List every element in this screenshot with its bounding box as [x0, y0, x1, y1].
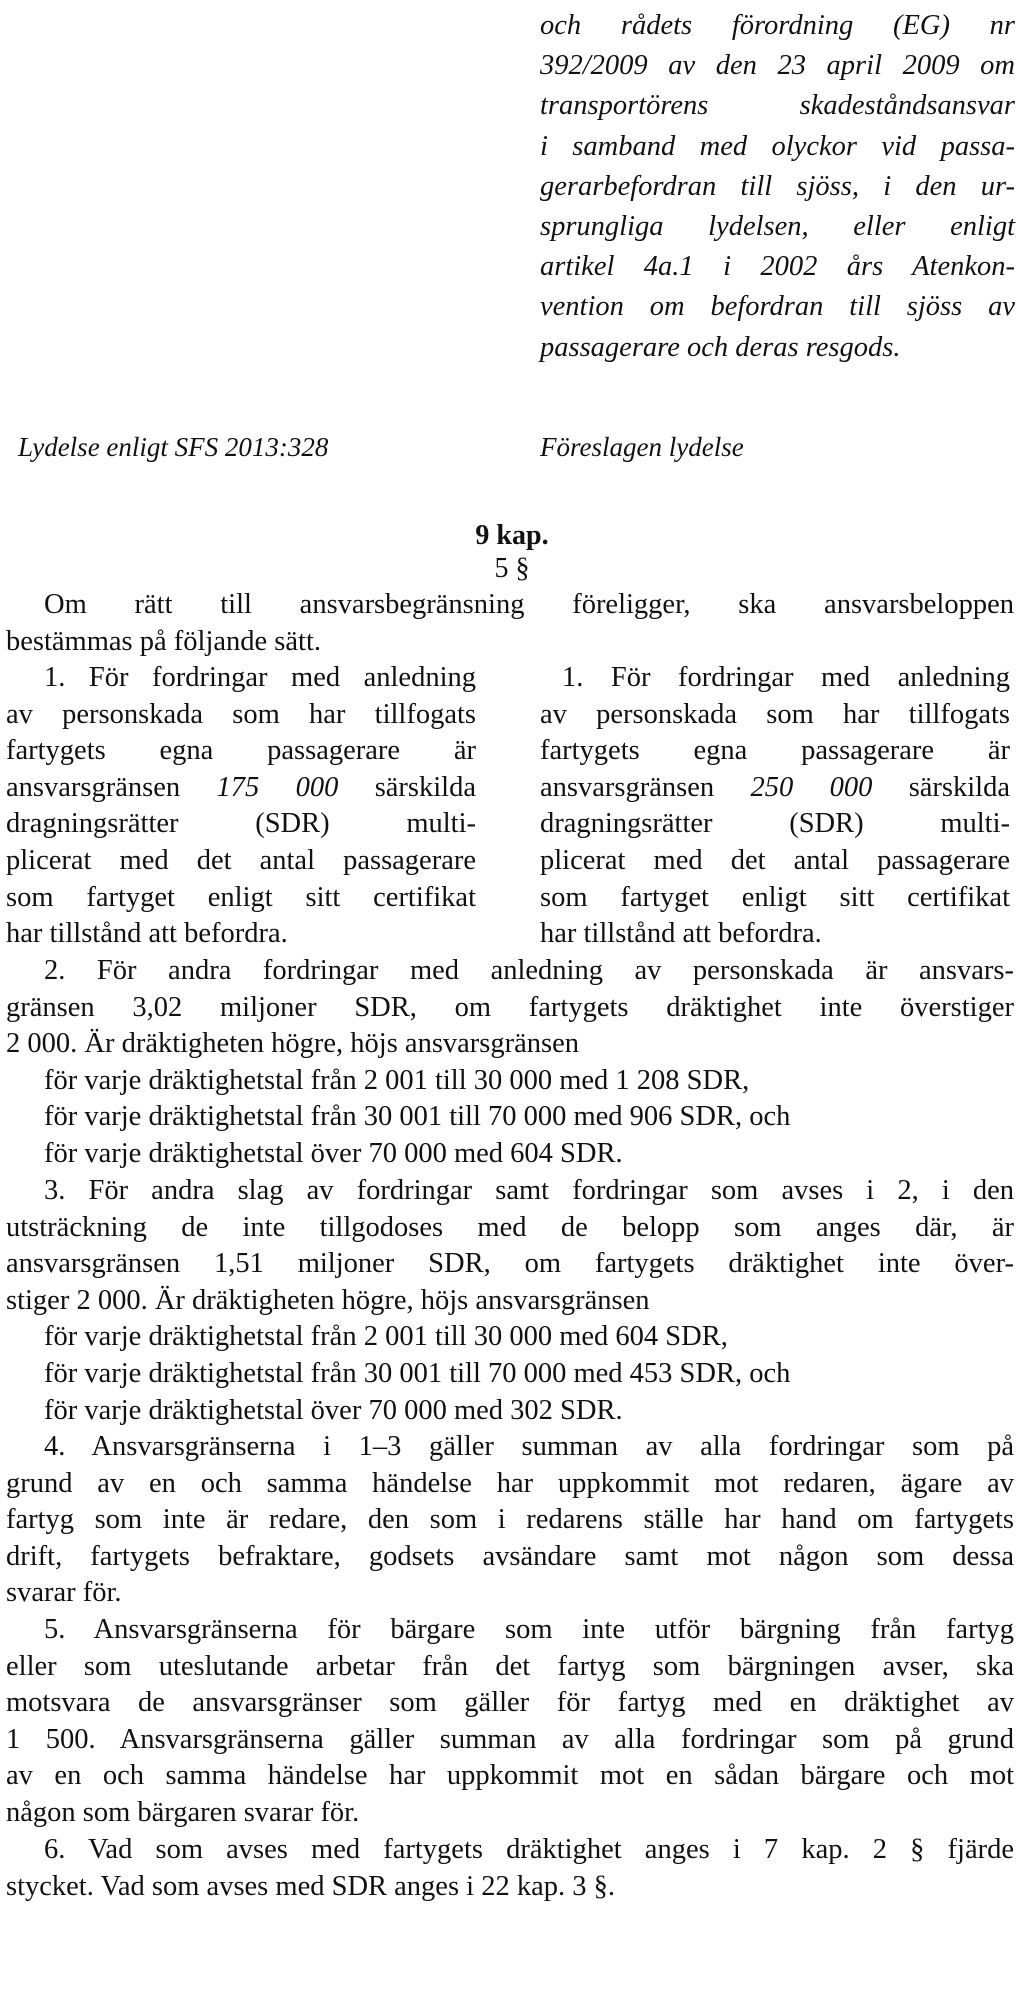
column-header-current: Lydelse enligt SFS 2013:328: [18, 432, 329, 462]
paragraph-line: för varje dräktighetstal över 70 000 med 302 SDR.: [44, 1394, 623, 1426]
paragraph-line: stiger 2 000. Är dräktigheten högre, höjs ansvarsgränsen: [6, 1284, 650, 1316]
paragraph-line: fartyg som inte är redare, den som i redarens ställe har hand om fartygets: [6, 1504, 1014, 1536]
paragraph-line: stycket. Vad som avses med SDR anges i 22 kap. 3 §.: [6, 1870, 615, 1902]
line-text: ansvarsgränsen: [540, 771, 751, 803]
paragraph-line: 2. För andra fordringar med anledning av personskada är ansvars-: [44, 955, 1014, 986]
item-3: [6, 1173, 1014, 1429]
intro-line: och rådets förordning (EG) nr: [540, 10, 1015, 41]
paragraph-line: ansvarsgränsen 1,51 miljoner SDR, om fartygets dräktighet inte över-: [6, 1248, 1014, 1280]
paragraph-line: motsvara de ansvarsgränser som gäller för fartyg med en dräktighet av: [6, 1687, 1014, 1719]
paragraph-line: 5. Ansvarsgränserna för bärgare som inte utför bärgning från fartyg: [44, 1614, 1014, 1645]
intro-line: sprungliga lydelsen, eller enligt: [540, 210, 1015, 242]
paragraph-line: 4. Ansvarsgränserna i 1–3 gäller summan av alla fordringar som på: [44, 1431, 1014, 1462]
column-line: plicerat med det antal passagerare: [540, 844, 1010, 876]
paragraph-line: 3. För andra slag av fordringar samt fordringar som avses i 2, i den: [44, 1175, 1014, 1206]
section-heading: 5 §: [494, 553, 530, 584]
paragraph-line: eller som uteslutande arbetar från det fartyg som bärgningen avser, ska: [6, 1650, 1014, 1682]
column-line: fartygets egna passagerare är: [540, 735, 1010, 767]
intro-line: i samband med olyckor vid passa-: [540, 130, 1015, 162]
paragraph-line: utsträckning de inte tillgodoses med de belopp som anges där, är: [6, 1211, 1014, 1243]
paragraph-line: gränsen 3,02 miljoner SDR, om fartygets dräktighet inte överstiger: [6, 991, 1014, 1023]
column-line: har tillstånd att befordra.: [6, 918, 288, 950]
intro-line: artikel 4a.1 i 2002 års Atenkon-: [540, 251, 1015, 283]
column-line: plicerat med det antal passagerare: [6, 844, 476, 876]
paragraph-line: 1 500. Ansvarsgränserna gäller summan av alla fordringar som på grund: [6, 1723, 1014, 1755]
paragraph-line: svarar för.: [6, 1577, 122, 1609]
chapter-heading: 9 kap.: [475, 520, 549, 551]
intro-paragraph: [6, 587, 1014, 660]
paragraph-line: av en och samma händelse har uppkommit mot en sådan bärgare och mot: [6, 1760, 1014, 1792]
column-line: [540, 770, 1010, 807]
column-line: av personskada som har tillfogats: [540, 698, 1010, 730]
paragraph-line: för varje dräktighetstal från 30 001 till 70 000 med 453 SDR, och: [44, 1357, 791, 1389]
column-line: dragningsrätter (SDR) multi-: [6, 808, 476, 840]
intro-continuation: [540, 6, 1015, 368]
item-6: [6, 1832, 1014, 1905]
paragraph-line: Om rätt till ansvarsbegränsning föreligger, ska ansvarsbeloppen: [44, 589, 1014, 620]
paragraph-line: drift, fartygets befraktare, godsets avsändare samt mot någon som dessa: [6, 1540, 1014, 1572]
paragraph-line: för varje dräktighetstal från 30 001 till 70 000 med 906 SDR, och: [44, 1101, 791, 1133]
intro-line: passagerare och deras resgods.: [540, 331, 901, 363]
amount-current: 175 000: [216, 771, 339, 803]
paragraph-line: för varje dräktighetstal över 70 000 med 604 SDR.: [44, 1137, 623, 1169]
current-text-column: [6, 660, 476, 953]
column-line: som fartyget enligt sitt certifikat: [540, 881, 1010, 913]
intro-line: vention om befordran till sjöss av: [540, 291, 1015, 323]
paragraph-line: grund av en och samma händelse har uppkommit mot redaren, ägare av: [6, 1467, 1014, 1499]
item-2: [6, 953, 1014, 1173]
line-text: ansvarsgränsen: [6, 771, 217, 803]
column-line: som fartyget enligt sitt certifikat: [6, 881, 476, 913]
paragraph-line: 6. Vad som avses med fartygets dräktighet anges i 7 kap. 2 § fjärde: [44, 1834, 1014, 1865]
line-text: särskilda: [872, 771, 1010, 803]
paragraph-line: för varje dräktighetstal från 2 001 till 30 000 med 604 SDR,: [44, 1321, 728, 1353]
intro-line: 392/2009 av den 23 april 2009 om: [540, 50, 1015, 82]
column-line: [6, 770, 476, 807]
item-4: [6, 1429, 1014, 1612]
column-line: fartygets egna passagerare är: [6, 735, 476, 767]
column-line: 1. För fordringar med anledning: [562, 662, 1010, 693]
paragraph-line: 2 000. Är dräktigheten högre, höjs ansvarsgränsen: [6, 1028, 580, 1060]
intro-line: transportörens skadeståndsansvar: [540, 90, 1015, 122]
line-text: särskilda: [338, 771, 476, 803]
amount-proposed: 250 000: [750, 771, 873, 803]
column-line: 1. För fordringar med anledning: [44, 662, 476, 693]
intro-line: gerarbefordran till sjöss, i den ur-: [540, 170, 1015, 202]
paragraph-line: bestämmas på följande sätt.: [6, 625, 321, 657]
proposed-text-column: [540, 660, 1010, 953]
column-header-proposed: Föreslagen lydelse: [540, 432, 744, 462]
paragraph-line: för varje dräktighetstal från 2 001 till 30 000 med 1 208 SDR,: [44, 1064, 750, 1096]
item-5: [6, 1612, 1014, 1832]
column-line: har tillstånd att befordra.: [540, 918, 822, 950]
column-line: av personskada som har tillfogats: [6, 698, 476, 730]
paragraph-line: någon som bärgaren svarar för.: [6, 1796, 360, 1828]
column-line: dragningsrätter (SDR) multi-: [540, 808, 1010, 840]
